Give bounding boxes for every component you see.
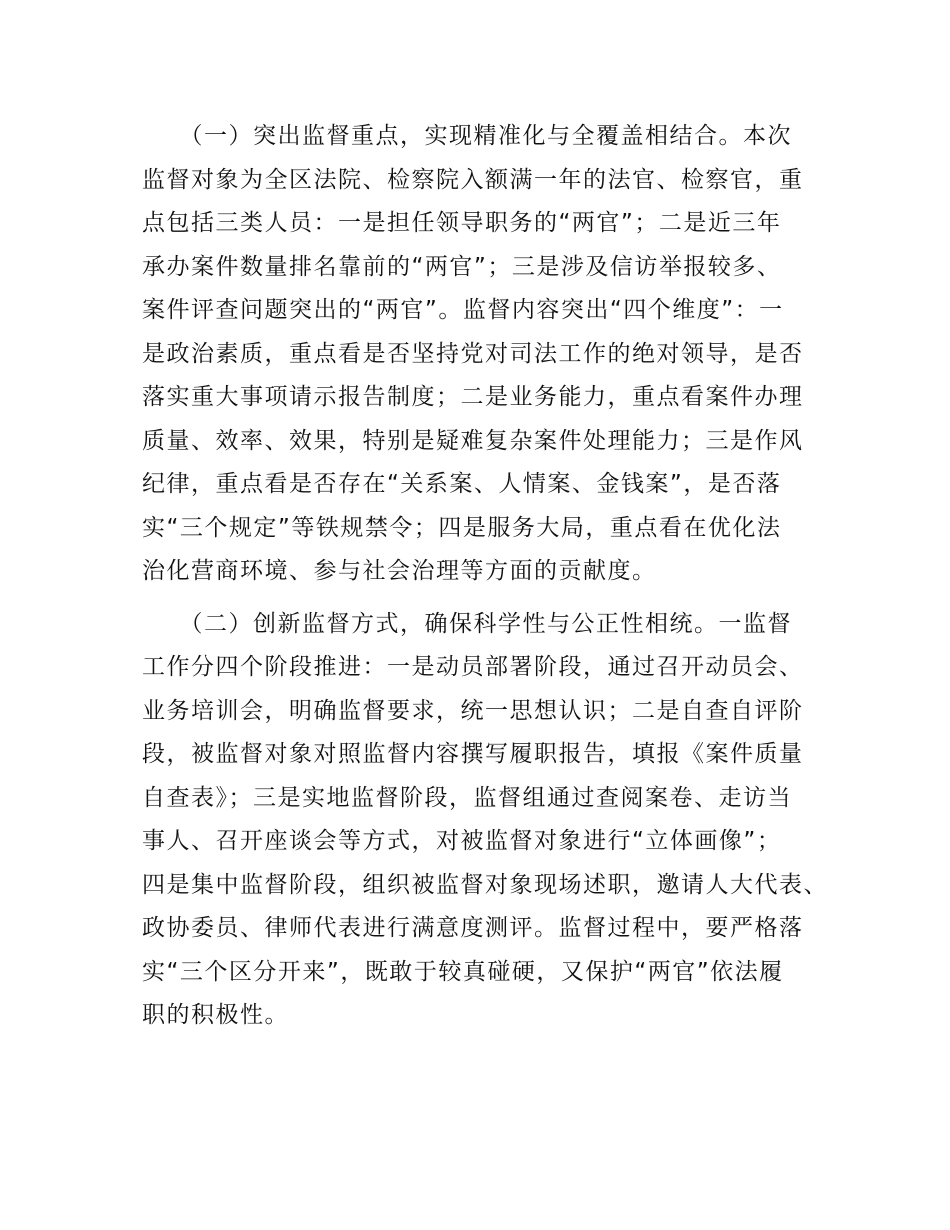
text-line: 质量、效率、效果，特别是疑难复杂案件处理能力；三是作风: [142, 427, 804, 454]
text-line: 四是集中监督阶段，组织被监督对象现场述职，邀请人大代表、: [142, 871, 828, 898]
text-line: 治化营商环境、参与社会治理等方面的贡献度。: [142, 558, 657, 584]
paragraph-2: [142, 603, 828, 1038]
text-line: 案件评查问题突出的“两官”。监督内容突出“四个维度”：一: [142, 297, 784, 323]
text-line: 实“三个区分开来”，既敢于较真碰硬，又保护“两官”依法履: [142, 958, 784, 985]
text-line: 事人、召开座谈会等方式，对被监督对象进行“立体画像”；: [142, 828, 782, 854]
text-line: 工作分四个阶段推进：一是动员部署阶段，通过召开动员会、: [142, 654, 804, 680]
text-line: （一）突出监督重点，实现精准化与全覆盖相结合。本次: [142, 123, 792, 149]
text-line: （二）创新监督方式，确保科学性与公正性相统。一监督: [142, 610, 792, 637]
text-line: 点包括三类人员：一是担任领导职务的“两官”；二是近三年: [142, 210, 782, 236]
text-line: 纪律，重点看是否存在“关系案、人情案、金钱案”，是否落: [142, 471, 782, 497]
text-line: 落实重大事项请示报告制度；二是业务能力，重点看案件办理: [142, 384, 804, 410]
text-line: 监督对象为全区法院、检察院入额满一年的法官、检察官，重: [142, 166, 804, 193]
text-line: 职的积极性。: [142, 1002, 289, 1028]
text-line: 是政治素质，重点看是否坚持党对司法工作的绝对领导，是否: [142, 340, 804, 367]
text-line: 实“三个规定”等铁规禁令；四是服务大局，重点看在优化法: [142, 514, 782, 541]
text-line: 承办案件数量排名靠前的“两官”；三是涉及信访举报较多、: [142, 253, 782, 280]
document-body: [142, 115, 828, 1038]
text-line: 政协委员、律师代表进行满意度测评。监督过程中，要严格落: [142, 915, 804, 941]
text-line: 段，被监督对象对照监督内容撰写履职报告，填报《案件质量: [142, 741, 804, 767]
text-line: 业务培训会，明确监督要求，统一思想认识；二是自查自评阶: [142, 697, 804, 724]
text-line: 自查表》；三是实地监督阶段，监督组通过查阅案卷、走访当: [142, 784, 792, 811]
paragraph-1: [142, 115, 812, 594]
